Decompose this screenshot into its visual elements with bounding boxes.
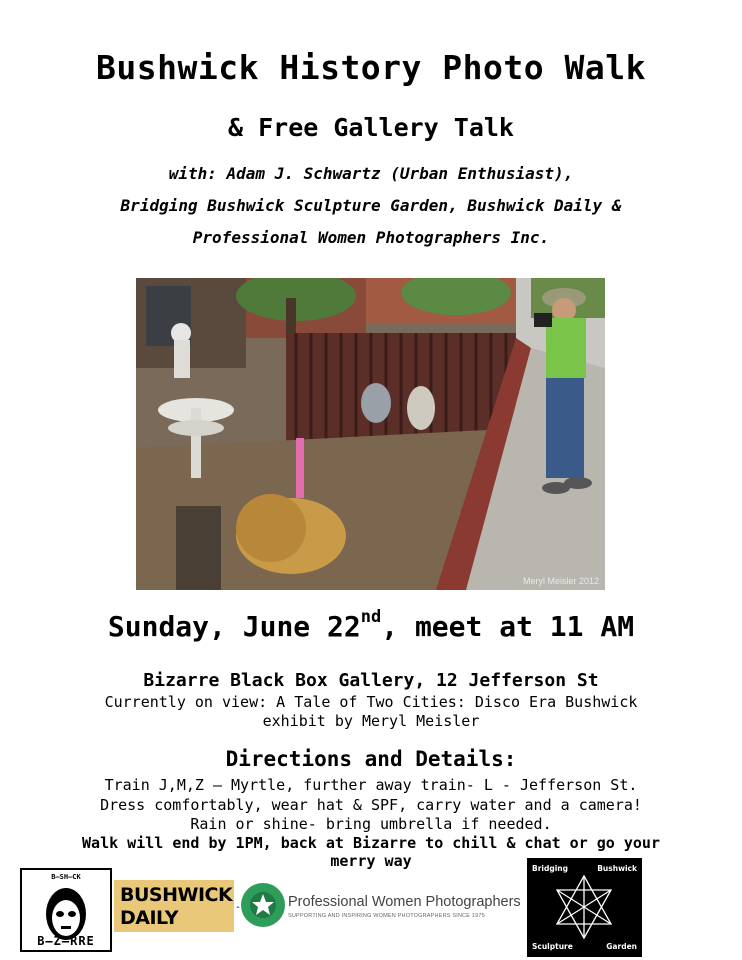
bizarre-logo bbox=[20, 868, 112, 952]
gallery-location: Bizarre Black Box Gallery, 12 Jefferson St bbox=[143, 670, 599, 691]
detail-line-1: Train J,M,Z – Myrtle, further away train- L - Jefferson St. bbox=[104, 776, 638, 794]
with-line-1: with: Adam J. Schwartz (Urban Enthusiast), bbox=[168, 164, 574, 183]
photo-credit: Meryl Meisler 2012 bbox=[522, 576, 599, 586]
pwp-name: Professional Women Photographers bbox=[288, 894, 521, 910]
logo-separator: - bbox=[235, 902, 242, 913]
bridge-logo-tr: Bushwick bbox=[597, 864, 637, 873]
daily-logo-line-2: DAILY bbox=[120, 907, 178, 929]
with-line-3: Professional Women Photographers Inc. bbox=[192, 228, 550, 247]
with-line-2: Bridging Bushwick Sculpture Garden, Bushwick Daily & bbox=[120, 196, 622, 215]
walk-line-2: merry way bbox=[330, 852, 412, 870]
pwp-tagline: SUPPORTING AND INSPIRING WOMEN PHOTOGRAPHERS SINCE 1975 bbox=[288, 913, 485, 919]
bizarre-logo-top: B—SH—CK bbox=[51, 873, 81, 881]
bridge-logo-tl: Bridging bbox=[532, 864, 569, 873]
date-main: Sunday, June 22 bbox=[107, 610, 361, 643]
photo-illustration bbox=[136, 278, 605, 590]
event-date bbox=[0, 606, 742, 643]
pwp-star-icon bbox=[240, 882, 286, 928]
exhibit-line-2: exhibit by Meryl Meisler bbox=[262, 712, 480, 730]
face-icon bbox=[22, 882, 110, 942]
bridge-logo-br: Garden bbox=[606, 942, 637, 951]
bridge-logo-bl: Sculpture bbox=[532, 942, 573, 951]
flyer-title: Bushwick History Photo Walk bbox=[96, 48, 646, 87]
exhibit-line-1: Currently on view: A Tale of Two Cities: Disco Era Bushwick bbox=[104, 693, 638, 711]
date-suffix: nd bbox=[360, 606, 382, 627]
flyer-subtitle: & Free Gallery Talk bbox=[228, 113, 514, 142]
bridging-bushwick-logo bbox=[527, 858, 642, 957]
bizarre-logo-bottom: B—Z—RRE bbox=[37, 934, 95, 948]
pwp-logo bbox=[240, 882, 521, 930]
daily-logo-line-1: BUSHWICK bbox=[120, 884, 233, 906]
directions-heading: Directions and Details: bbox=[225, 747, 517, 771]
bushwick-daily-logo bbox=[114, 880, 234, 932]
detail-line-3: Rain or shine- bring umbrella if needed. bbox=[190, 815, 552, 833]
detail-line-2: Dress comfortably, wear hat & SPF, carry water and a camera! bbox=[100, 796, 642, 814]
sculpture-garden-photo bbox=[136, 278, 605, 590]
date-rest: , meet at 11 AM bbox=[381, 610, 635, 643]
walk-line-1: Walk will end by 1PM, back at Bizarre to chill & chat or go your bbox=[82, 834, 660, 852]
